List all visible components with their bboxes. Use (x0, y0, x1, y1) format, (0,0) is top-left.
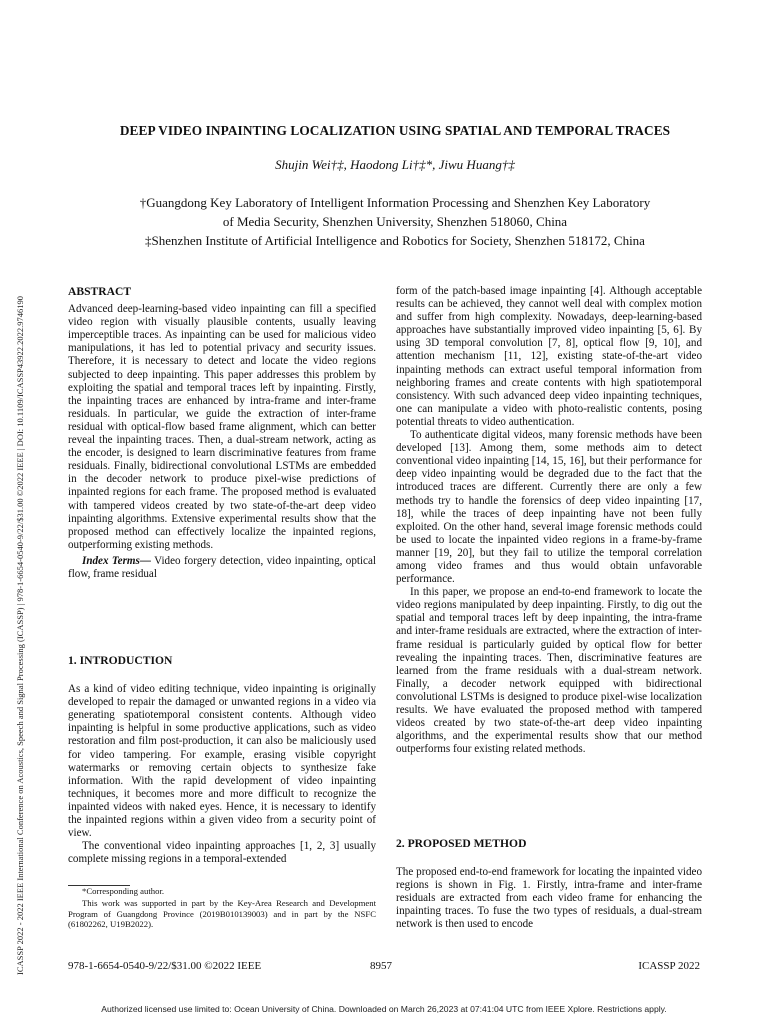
introduction-section (68, 654, 376, 866)
footnote-corresponding: *Corresponding author. (82, 886, 165, 896)
abstract-text: Advanced deep-learning-based video inpainting can fill a specified video region with visually plausible contents, usually leaving imperceptible traces. As inpainting can be used for malicious video manipulations, it has led to potential privacy and security issues. Therefore, it is necessary to detect and locate the video regions subjected to deep inpainting. This paper addresses this problem by exploiting the spatial and temporal traces left by inpainting. Firstly, the inpainting traces are enhanced by intra-frame and inter-frame residuals. In particular, we guide the extraction of inter-frame residual with optical-flow based frame alignment, which can better reveal the inpainting traces. Then, a dual-stream network, acting as the encoder, is designed to learn discriminative features from frame residuals. Finally, bidirectional convolutional LSTMs are embedded in the decoder network to produce pixel-wise predictions of inpainted regions for each frame. The proposed method is evaluated with tampered videos created by two state-of-the-art deep video inpainting algorithms. Extensive experimental results show that the proposed method can effectively localize the inpainted regions, outperforming existing methods. (68, 303, 376, 551)
paper-title: DEEP VIDEO INPAINTING LOCALIZATION USING SPATIAL AND TEMPORAL TRACES (119, 123, 671, 138)
side-doi-text: ICASSP 2022 - 2022 IEEE International Conference on Acoustics, Speech and Signal Processing (ICASSP) | 978-1-6654-0540-9/22/$31.00 ©2022 IEEE | DOI: 10.1109/ICASSP43922.2022.9746190 (15, 295, 25, 975)
index-terms-label: Index Terms— (82, 554, 151, 567)
introduction-heading: 1. INTRODUCTION (68, 654, 173, 667)
side-doi-stamp (4, 0, 26, 975)
method-section (396, 837, 702, 932)
authorized-use-notice: Authorized licensed use limited to: Ocean University of China. Downloaded on March 26,2023 at 07:41:04 UTC from IEEE Xplore. Restrictions apply. (101, 1004, 667, 1014)
intro-paragraph-4: To authenticate digital videos, many forensic methods have been developed [13]. Among them, some methods aim to detect conventional video inpainting [14, 15, 16], but their performance for deep video inpainting would be degraded due to the fact that the introduced traces are different. Currently there are only a few methods try to handle the forensics of deep video inpainting [17, 18], while the traces of deep inpainting have not been fully exploited. On the other hand, several image forensic methods could be used to locate the inpainted video regions in a frame-by-frame manner [19, 20], but they fail to utilize the temporal correlation among video frames and thus would obtain unfavorable performance. (396, 429, 702, 586)
author-list: Shujin Wei†‡, Haodong Li†‡*, Jiwu Huang†‡ (275, 157, 515, 172)
footer-page-number: 8957 (370, 960, 392, 972)
affiliation-line-2: of Media Security, Shenzhen University, Shenzhen 518060, China (222, 214, 568, 229)
intro-paragraph-5: In this paper, we propose an end-to-end framework to locate the video regions manipulated by deep inpainting. Firstly, to dig out the spatial and temporal traces left by deep inpainting, the intra-frame and inter-frame residuals are extracted, where the extraction of inter-frame residual is particularly guided by optical flow for better revealing the inpainting traces. Then, discriminative features are learned from the frame residuals with a dual-stream network. Finally, a decoder network equipped with bidirectional convolutional LSTMs is designed to produce pixel-wise localization results. We have evaluated the proposed method with tampered videos created by two state-of-the-art deep video inpainting algorithms, and the experimental results show that our method outperforms four existing related methods. (396, 586, 702, 756)
footer-venue: ICASSP 2022 (638, 960, 700, 972)
method-paragraph: The proposed end-to-end framework for locating the inpainted video regions is shown in Fig. 1. Firstly, intra-frame and inter-frame residuals are extracted from each video frame for enhancing the inpainting traces. To fuse the two types of residuals, a dual-stream network is then used to encode (396, 866, 702, 931)
method-heading: 2. PROPOSED METHOD (396, 837, 527, 850)
index-terms-text: Video forgery detection, video inpainting, optical flow, frame residual (68, 554, 376, 580)
intro-continued (396, 285, 702, 756)
intro-paragraph-3: form of the patch-based image inpainting [4]. Although acceptable results can be achieved, they cannot well deal with complex motion and suffer from high complexity. Nowadays, deep-learning-based approaches have substantially improved video inpainting [5, 6]. By using 3D temporal convolution [7, 8], optical flow [9, 10], and attention mechanism [11, 12], existing state-of-the-art video inpainting methods can extract useful temporal information from neighboring frames and create contents with high spatiotemporal consistency. With such advanced deep video inpainting techniques, one can manipulate a video with photo-realistic contents, posing potential threats to video authentication. (396, 285, 702, 428)
intro-paragraph-2: The conventional video inpainting approaches [1, 2, 3] usually complete missing regions in a temporal-extended (68, 840, 376, 866)
index-terms (68, 555, 376, 581)
abstract-section (68, 285, 376, 581)
intro-paragraph-1: As a kind of video editing technique, video inpainting is originally developed to repair the damaged or unwanted regions in a video via generating spatiotemporal consistent contents. Although video inpainting is helpful in some productive applications, such as video restoration and film post-production, it can also be maliciously used for video tampering. For example, erasing visible copyright watermarks or removing certain objects to synthesize fake information. With the rapid development of video inpainting techniques, it becomes more and more difficult to recognize the inpainted videos with naked eyes. Hence, it is necessary to identify the inpainted regions within a given video from a security point of view. (68, 683, 376, 840)
affiliation-line-1: †Guangdong Key Laboratory of Intelligent Information Processing and Shenzhen Key Laboratory (139, 195, 651, 210)
footnote-funding: This work was supported in part by the Key-Area Research and Development Program of Guangdong Province (2019B010139003) and in part by the NSFC (61802262, U19B2022). (68, 898, 376, 930)
footer-isbn: 978-1-6654-0540-9/22/$31.00 ©2022 IEEE (68, 960, 262, 972)
affiliation-line-3: ‡Shenzhen Institute of Artificial Intelligence and Robotics for Society, Shenzhen 518172, China (145, 233, 645, 248)
abstract-heading: ABSTRACT (68, 285, 132, 298)
